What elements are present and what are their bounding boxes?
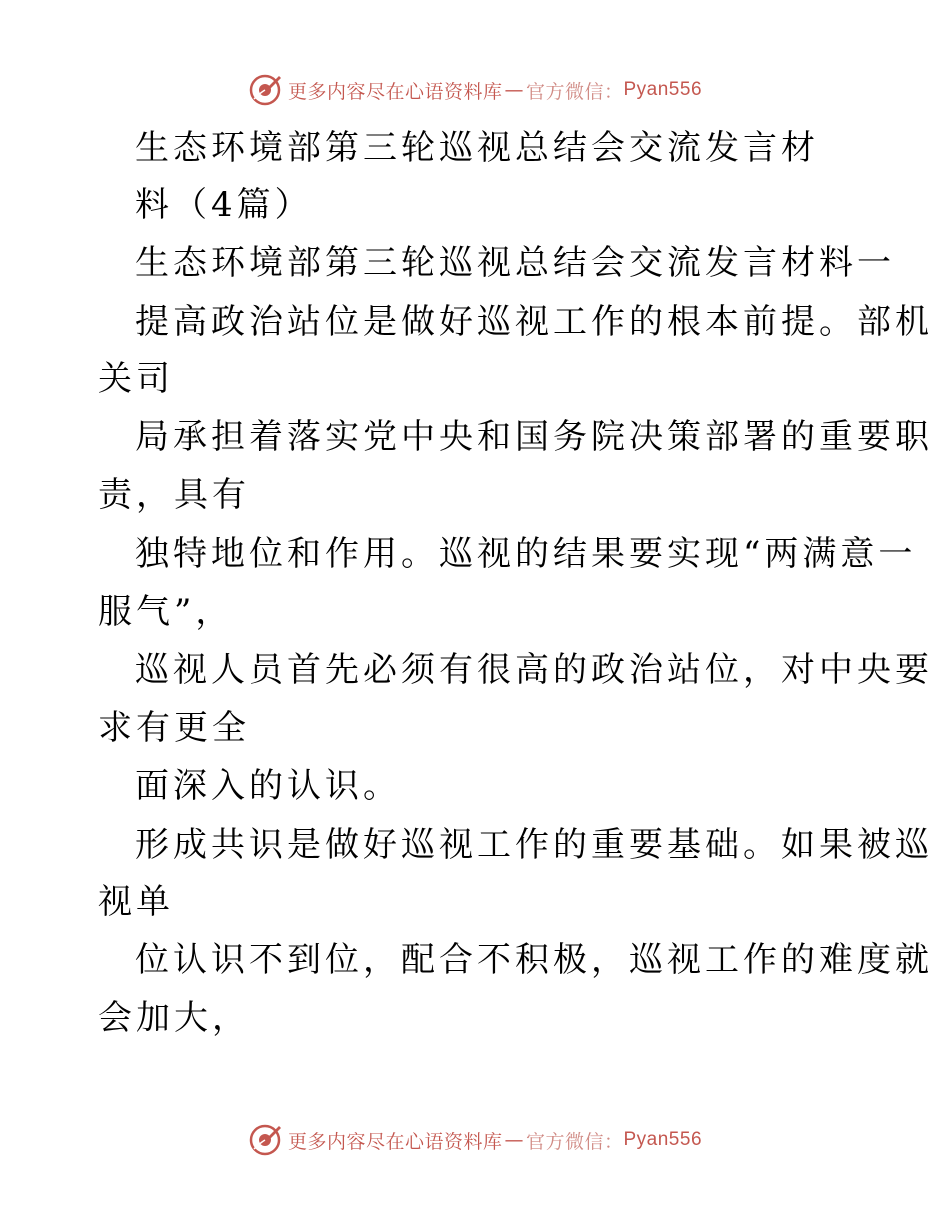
paragraph-line: 求有更全 <box>98 708 250 748</box>
paragraph-line: 责，具有 <box>98 475 250 515</box>
paragraph-line: 面深入的认识。 <box>135 766 401 806</box>
footer-watermark-banner <box>0 1120 950 1160</box>
paragraph-line: 形成共识是做好巡视工作的重要基础。如果被巡 <box>135 825 933 865</box>
banner-separator: — <box>504 79 524 101</box>
banner-separator: — <box>504 1129 524 1151</box>
banner-brand-text: 更多内容尽在心语资料库 <box>287 80 503 103</box>
document-title-line-1: 生态环境部第三轮巡视总结会交流发言材 <box>135 128 819 168</box>
paragraph-line: 关司 <box>98 359 174 399</box>
paragraph-line: 服气”， <box>98 592 234 632</box>
pen-seal-logo-icon <box>248 1123 282 1157</box>
banner-brand-text: 更多内容尽在心语资料库 <box>287 1130 503 1153</box>
banner-wechat-label: 官方微信： <box>525 1130 624 1153</box>
section-heading: 生态环境部第三轮巡视总结会交流发言材料一 <box>135 243 895 283</box>
banner-wechat-label: 官方微信： <box>525 80 624 103</box>
paragraph-line: 独特地位和作用。巡视的结果要实现“两满意一 <box>135 534 917 574</box>
banner-wechat-id: Pyan556 <box>623 1129 703 1150</box>
paragraph-line: 局承担着落实党中央和国务院决策部署的重要职 <box>135 417 933 457</box>
banner-wechat-id: Pyan556 <box>623 79 703 100</box>
paragraph-line: 位认识不到位，配合不积极，巡视工作的难度就 <box>135 940 933 980</box>
paragraph-line: 会加大， <box>98 998 250 1038</box>
paragraph-line: 提高政治站位是做好巡视工作的根本前提。部机 <box>135 302 933 342</box>
paragraph-line: 巡视人员首先必须有很高的政治站位，对中央要 <box>135 650 933 690</box>
document-title-line-2: 料（4篇） <box>135 185 313 225</box>
paragraph-line: 视单 <box>98 882 174 922</box>
